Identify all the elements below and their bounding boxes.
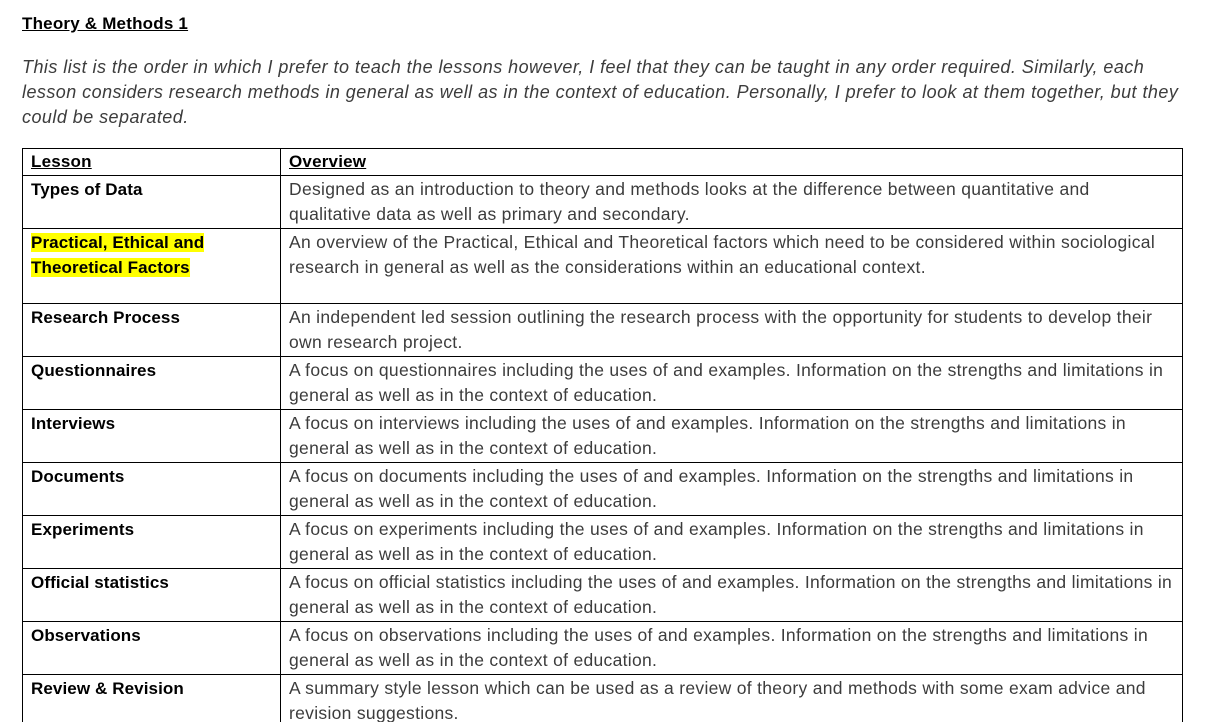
table-row (23, 304, 1183, 357)
table-row (23, 622, 1183, 675)
table-row (23, 569, 1183, 622)
lesson-name: Research Process (31, 308, 181, 327)
overview-cell: A focus on interviews including the uses of and examples. Information on the strengths and limitations in general as well as in the context of education. (281, 410, 1183, 463)
lesson-cell (23, 516, 281, 569)
overview-cell: An overview of the Practical, Ethical and Theoretical factors which need to be considered within sociological research in general as well as the considerations within an educational context. (281, 229, 1183, 304)
overview-cell: A summary style lesson which can be used as a review of theory and methods with some exam advice and revision suggestions. (281, 675, 1183, 722)
lesson-cell (23, 622, 281, 675)
overview-cell: Designed as an introduction to theory and methods looks at the difference between quantitative and qualitative data as well as primary and secondary. (281, 176, 1183, 229)
lesson-name: Review & Revision (31, 679, 184, 698)
overview-cell: An independent led session outlining the research process with the opportunity for students to develop their own research project. (281, 304, 1183, 357)
lesson-cell (23, 176, 281, 229)
header-row (23, 149, 1183, 176)
lesson-cell (23, 229, 281, 304)
column-header-lesson-label: Lesson (31, 152, 92, 171)
table-row (23, 357, 1183, 410)
lesson-cell (23, 463, 281, 516)
overview-cell: A focus on experiments including the uses of and examples. Information on the strengths and limitations in general as well as in the context of education. (281, 516, 1183, 569)
lesson-name: Official statistics (31, 573, 169, 592)
table-row (23, 410, 1183, 463)
column-header-lesson (23, 149, 281, 176)
overview-cell: A focus on official statistics including the uses of and examples. Information on the strengths and limitations in general as well as in the context of education. (281, 569, 1183, 622)
lesson-name: Questionnaires (31, 361, 157, 380)
intro-paragraph: This list is the order in which I prefer to teach the lessons however, I feel that they can be taught in any order required. Similarly, each lesson considers research methods in general as well as in the context of education. Personally, I prefer to look at them together, but they could be separated. (22, 57, 1179, 127)
overview-cell: A focus on documents including the uses of and examples. Information on the strengths and limitations in general as well as in the context of education. (281, 463, 1183, 516)
table-row (23, 229, 1183, 304)
lesson-name: Interviews (31, 414, 116, 433)
lesson-cell (23, 675, 281, 722)
table-row (23, 516, 1183, 569)
page-title: Theory & Methods 1 (22, 14, 189, 33)
lessons-table (22, 148, 1183, 722)
lesson-cell (23, 569, 281, 622)
lesson-cell (23, 357, 281, 410)
table-row (23, 176, 1183, 229)
lesson-name: Types of Data (31, 180, 143, 199)
lesson-name: Practical, Ethical and Theoretical Factors (31, 233, 205, 277)
column-header-overview (281, 149, 1183, 176)
lesson-name: Observations (31, 626, 141, 645)
overview-cell: A focus on questionnaires including the uses of and examples. Information on the strengths and limitations in general as well as in the context of education. (281, 357, 1183, 410)
lesson-cell (23, 410, 281, 463)
overview-cell: A focus on observations including the uses of and examples. Information on the strengths and limitations in general as well as in the context of education. (281, 622, 1183, 675)
lesson-name: Experiments (31, 520, 135, 539)
column-header-overview-label: Overview (289, 152, 367, 171)
table-row (23, 463, 1183, 516)
lesson-name: Documents (31, 467, 125, 486)
table-row (23, 675, 1183, 722)
lesson-cell (23, 304, 281, 357)
